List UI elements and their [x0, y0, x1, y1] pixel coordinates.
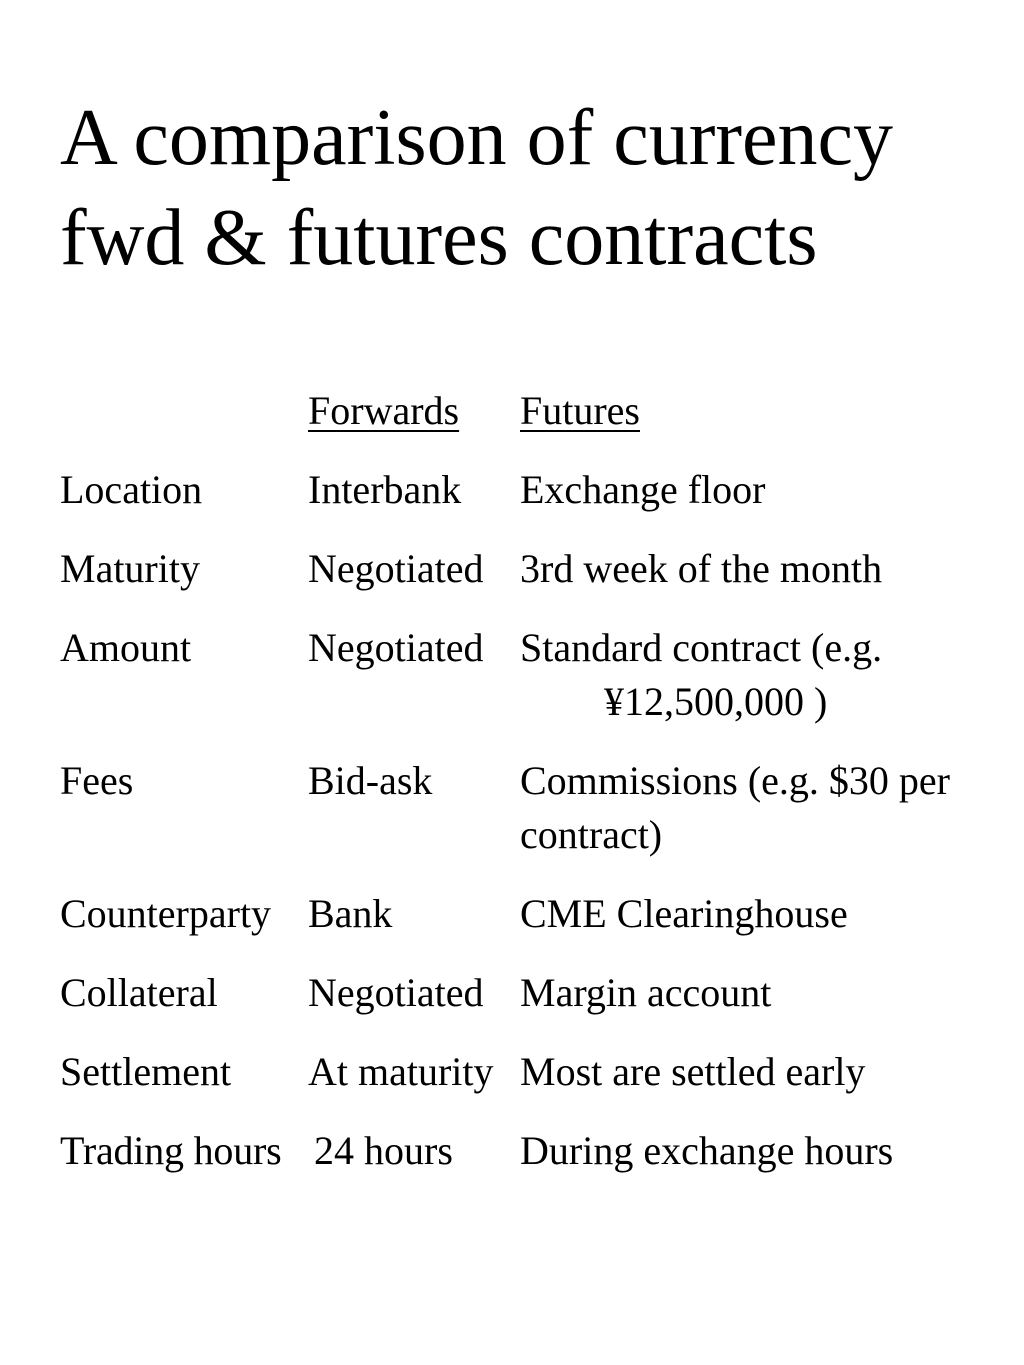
futures-value	[520, 754, 950, 862]
futures-value: CME Clearinghouse	[520, 891, 848, 936]
futures-value: Margin account	[520, 970, 772, 1015]
forwards-value: Negotiated	[308, 970, 484, 1015]
header-forwards: Forwards	[308, 388, 460, 433]
forwards-value: Bid-ask	[308, 758, 433, 803]
row-label: Counterparty	[60, 891, 272, 936]
slide-title	[60, 88, 893, 288]
futures-value-line-2: ¥12,500,000 )	[604, 679, 828, 724]
forwards-value: Interbank	[308, 467, 462, 512]
row-label: Fees	[60, 758, 134, 803]
row-label: Settlement	[60, 1049, 232, 1094]
table-header-row	[60, 384, 1020, 438]
title-line-1: A comparison of currency	[60, 94, 894, 182]
row-label: Amount	[60, 625, 192, 670]
futures-value-line-1: Standard contract (e.g.	[520, 625, 883, 670]
forwards-value: Bank	[308, 891, 393, 936]
table-row-collateral	[60, 966, 1020, 1020]
table-row-maturity	[60, 542, 1020, 596]
row-label: Collateral	[60, 970, 218, 1015]
row-label: Maturity	[60, 546, 200, 591]
table-row-location	[60, 463, 1020, 517]
table-row-counterparty	[60, 887, 1020, 941]
header-futures: Futures	[520, 388, 640, 433]
forwards-value: 24 hours	[314, 1128, 453, 1173]
futures-value: Most are settled early	[520, 1049, 866, 1094]
table-row-settlement	[60, 1045, 1020, 1099]
forwards-value: Negotiated	[308, 625, 484, 670]
table-row-fees	[60, 754, 1020, 862]
row-label: Trading hours	[60, 1128, 282, 1173]
futures-value: During exchange hours	[520, 1128, 894, 1173]
row-label: Location	[60, 467, 203, 512]
forwards-value: At maturity	[308, 1049, 494, 1094]
futures-value: 3rd week of the month	[520, 546, 883, 591]
futures-value	[520, 621, 882, 729]
comparison-table	[60, 384, 1020, 1203]
futures-value-line-1: Commissions (e.g. $30 per	[520, 758, 950, 803]
forwards-value: Negotiated	[308, 546, 484, 591]
table-row-amount	[60, 621, 1020, 729]
title-line-2: fwd & futures contracts	[60, 194, 818, 282]
table-row-trading-hours	[60, 1124, 1020, 1178]
futures-value: Exchange floor	[520, 467, 766, 512]
futures-value-line-2: contract)	[520, 812, 663, 857]
